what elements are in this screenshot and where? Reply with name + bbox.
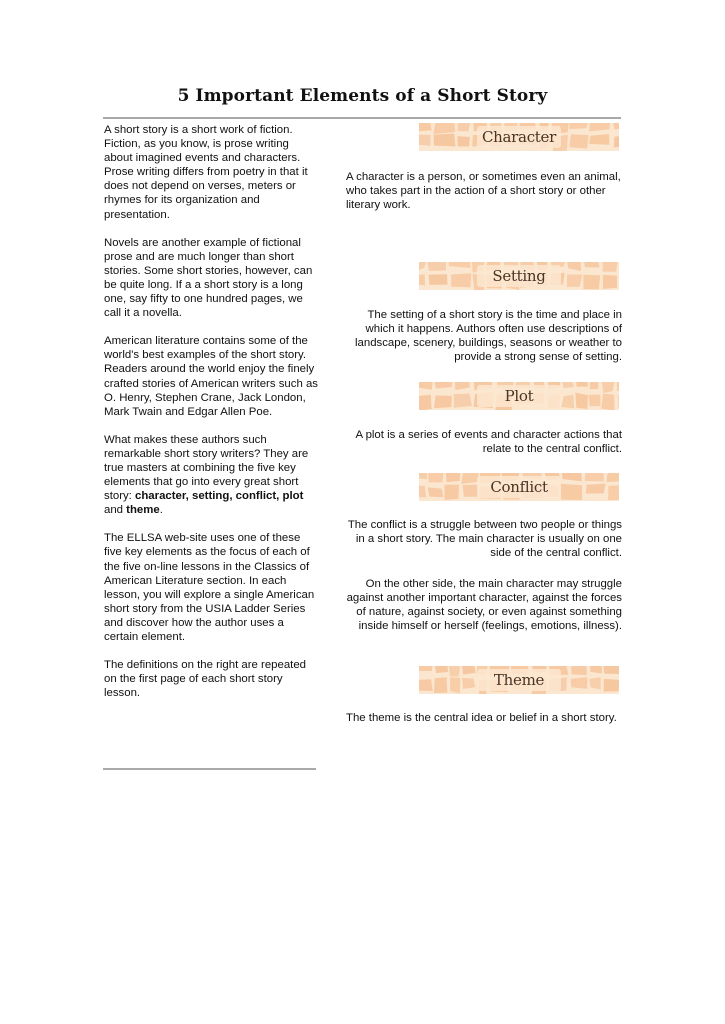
top-divider	[103, 117, 621, 119]
setting-banner	[419, 262, 619, 290]
intro-paragraph-3: American literature contains some of the world's best examples of the short story. Readers around the world enjoy the finely crafted stories of American writers such as O. Henry, Stephen Crane, Jack London, Mark Twain and Edgar Allen Poe.	[104, 335, 318, 418]
setting-definition: The setting of a short story is the time and place in which it happens. Authors often use descriptions of landscape, scenery, buildings, seasons or weather to provide a strong sense of setting.	[355, 309, 622, 364]
theme-definition: The theme is the central idea or belief in a short story.	[346, 712, 617, 724]
plot-banner-label: Plot	[504, 387, 534, 405]
theme-banner-label: Theme	[493, 671, 545, 689]
theme-banner	[419, 666, 619, 694]
conflict-definition-continued: On the other side, the main character may struggle against another important character, against the forces of nature, against society, or even against something inside himself or herself (feelings, emotions, illness).	[346, 578, 622, 633]
character-banner-label: Character	[482, 128, 556, 146]
page-title: 5 Important Elements of a Short Story	[177, 86, 548, 106]
p4-end: .	[159, 504, 163, 517]
intro-paragraph-5: The ELLSA web-site uses one of these five key elements as the focus of each of the five on-line lessons in the Classics of American Literature section. In each lesson, you will explore a single American short story from the USIA Ladder Series and discover how the author uses a certain element.	[104, 532, 315, 643]
intro-paragraph-6: The definitions on the right are repeated on the first page of each short story lesson.	[104, 659, 307, 700]
character-definition: A character is a person, or sometimes even an animal, who takes part in the action of a short story or other literary work.	[346, 171, 621, 212]
conflict-banner-label: Conflict	[490, 478, 548, 496]
bottom-divider	[103, 768, 316, 770]
plot-banner	[419, 382, 619, 410]
setting-banner-label: Setting	[492, 267, 546, 285]
intro-column	[104, 123, 320, 714]
theme-bold: theme	[126, 504, 160, 517]
intro-paragraph-2: Novels are another example of fictional prose and are much longer than short stories. Some short stories, however, can be quite long. If a a short story is a long one, say fifty to one hundred pages, we call it a novella.	[104, 236, 313, 320]
character-banner	[419, 123, 619, 151]
conflict-banner	[419, 473, 619, 501]
conflict-definition: The conflict is a struggle between two people or things in a short story. The main character is usually on one side of the central conflict.	[347, 519, 622, 560]
intro-paragraph-4	[104, 433, 320, 518]
p4-and: and	[104, 504, 127, 517]
plot-definition: A plot is a series of events and character actions that relate to the central conflict.	[355, 429, 622, 456]
intro-paragraph-1: A short story is a short work of fiction. Fiction, as you know, is prose writing about imagined events and characters. Prose writing differs from poetry in that it does not depend on verses, meters or rhymes for its organization and presentation.	[104, 124, 308, 221]
key-elements-bold: character, setting, conflict, plot	[135, 490, 304, 503]
p4-text: What makes these authors such remarkable short story writers? They are true masters at combining the five key elements that go into every great short story:	[104, 433, 309, 503]
